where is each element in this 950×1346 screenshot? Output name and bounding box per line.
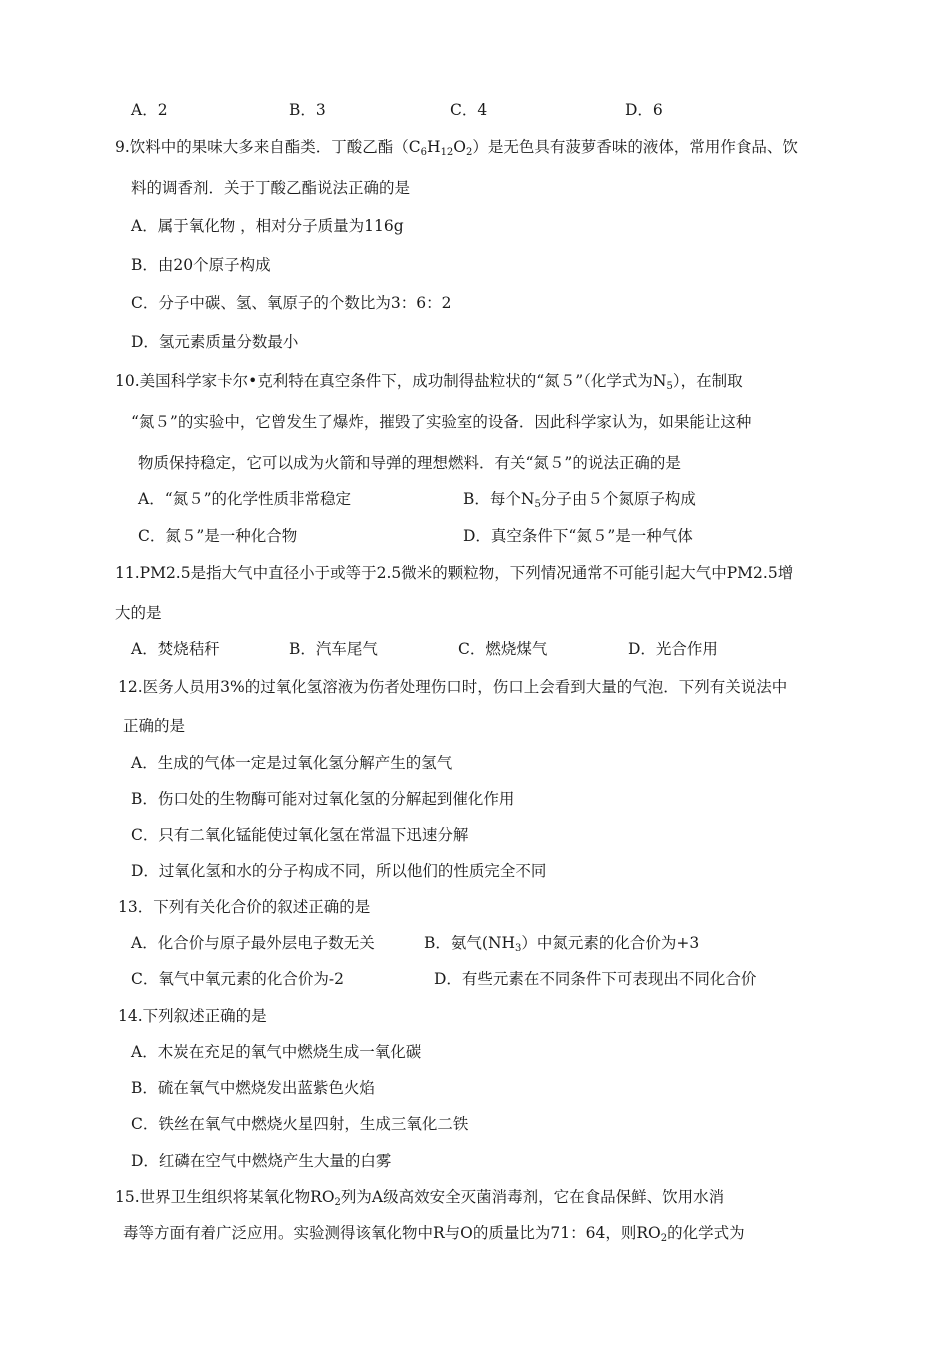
q13-stem-line1: 13．下列有关化合价的叙述正确的是 [118, 898, 371, 916]
q11-stem-line1: 11.PM2.5是指大气中直径小于或等于2.5微米的颗粒物，下列情况通常不可能引起大气中PM2.5增 [115, 564, 794, 582]
q13-option-b-text-b: ）中氮元素的化合价为+3 [521, 934, 700, 952]
q12-stem-line1: 12.医务人员用3%的过氧化氢溶液为伤者处理伤口时，伤口上会看到大量的气泡．下列有关说法中 [118, 678, 788, 696]
q9-option-b: B．由20个原子构成 [131, 256, 271, 274]
q13-option-c: C．氧气中氧元素的化合价为-2 [131, 970, 344, 988]
q15-stem-text-b: 列为A级高效安全灭菌消毒剂，它在食品保鲜、饮用水消 [340, 1188, 725, 1206]
q15-stem-text-c: 毒等方面有着广泛应用。实验测得该氧化物中R与O的质量比为71：64，则RO [123, 1224, 661, 1242]
q9-option-c: C．分子中碳、氢、氧原子的个数比为3：6：2 [131, 294, 452, 312]
q9-h: H [427, 138, 441, 156]
q15-stem-text-a: 15.世界卫生组织将某氧化物RO [115, 1188, 335, 1206]
q13-option-a: A．化合价与原子最外层电子数无关 [131, 934, 375, 952]
q10-option-c: C．氮５”是一种化合物 [138, 527, 298, 545]
q10-option-b-text-b: 分子由５个氮原子构成 [540, 490, 696, 508]
q8-option-a: A．2 [131, 101, 168, 119]
q12-option-c: C．只有二氧化锰能使过氧化氢在常温下迅速分解 [131, 826, 469, 844]
q10-option-b-sub: 5 [534, 499, 541, 510]
q15-stem-text-d: 的化学式为 [667, 1224, 745, 1242]
q13-option-b [424, 933, 699, 959]
q15-sub-2: 2 [660, 1233, 668, 1244]
q15-stem-line2 [123, 1223, 745, 1249]
q9-o: O [453, 138, 467, 156]
q14-option-c: C．铁丝在氧气中燃烧火星四射，生成三氧化二铁 [131, 1115, 469, 1133]
q12-option-d: D．过氧化氢和水的分子构成不同，所以他们的性质完全不同 [131, 862, 547, 880]
q12-option-b: B．伤口处的生物酶可能对过氧化氢的分解起到催化作用 [131, 790, 515, 808]
q10-stem-line1 [115, 371, 743, 397]
q14-option-d: D．红磷在空气中燃烧产生大量的白雾 [131, 1152, 392, 1170]
q15-sub-1: 2 [334, 1197, 341, 1208]
q11-option-c: C．燃烧煤气 [458, 640, 548, 658]
q15-stem-line1 [115, 1187, 724, 1213]
q10-stem-text-b: ），在制取 [672, 372, 743, 390]
q10-option-b [463, 489, 696, 515]
q9-sub-c: 6 [420, 147, 428, 158]
q11-option-b: B．汽车尾气 [289, 640, 378, 658]
q8-option-d: D．6 [625, 101, 663, 119]
q10-option-a: A．“氮５”的化学性质非常稳定 [138, 490, 352, 508]
q10-stem-line3: 物质保持稳定，它可以成为火箭和导弹的理想燃料．有关“氮５”的说法正确的是 [138, 454, 681, 472]
q11-option-a: A．焚烧秸秆 [131, 640, 220, 658]
q9-stem-text-b: ）是无色具有菠萝香味的液体，常用作食品、饮 [472, 138, 798, 156]
q11-stem-line2: 大的是 [115, 604, 162, 622]
q10-stem-text-a: 10.美国科学家卡尔•克利特在真空条件下，成功制得盐粒状的“氮５”（化学式为N [115, 372, 667, 390]
q13-option-b-text-a: B．氨气(NH [424, 934, 516, 952]
q14-option-a: A．木炭在充足的氧气中燃烧生成一氧化碳 [131, 1043, 422, 1061]
q13-option-d: D．有些元素在不同条件下可表现出不同化合价 [434, 970, 757, 988]
q9-sub-h: 12 [440, 147, 454, 158]
q9-sub-o: 2 [466, 147, 473, 158]
q9-stem-line2: 料的调香剂．关于丁酸乙酯说法正确的是 [131, 179, 411, 197]
q11-option-d: D．光合作用 [628, 640, 718, 658]
q14-option-b: B．硫在氧气中燃烧发出蓝紫色火焰 [131, 1079, 375, 1097]
q13-option-b-sub: 3 [515, 943, 522, 954]
q10-sub-n: 5 [666, 381, 673, 392]
q12-stem-line2: 正确的是 [123, 717, 186, 735]
q10-option-d: D．真空条件下“氮５”是一种气体 [463, 527, 693, 545]
q9-option-a: A．属于氧化物 ，相对分子质量为116g [131, 217, 404, 235]
q14-stem-line1: 14.下列叙述正确的是 [118, 1007, 267, 1025]
q9-stem-text-a: 9.饮料中的果味大多来自酯类．丁酸乙酯（C [115, 138, 421, 156]
q10-option-b-text-a: B．每个N [463, 490, 535, 508]
q8-option-b: B．3 [289, 101, 326, 119]
q12-option-a: A．生成的气体一定是过氧化氢分解产生的氢气 [131, 754, 453, 772]
q9-option-d: D．氢元素质量分数最小 [131, 333, 299, 351]
q10-stem-line2: “氮５”的实验中，它曾发生了爆炸，摧毁了实验室的设备．因此科学家认为，如果能让这种 [131, 413, 752, 431]
q8-option-c: C．4 [450, 101, 488, 119]
q9-stem-line1 [115, 137, 798, 163]
